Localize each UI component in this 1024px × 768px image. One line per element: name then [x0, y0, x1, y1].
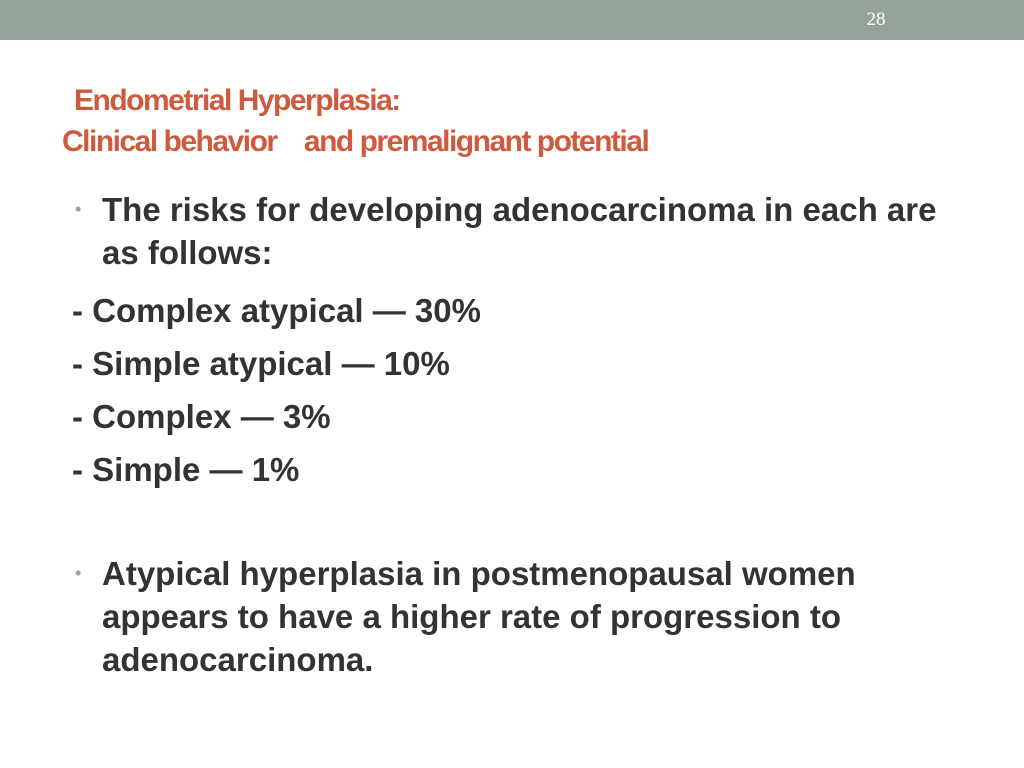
title-line-1: Endometrial Hyperplasia: — [74, 84, 400, 117]
risk-item-simple: - Simple — 1% — [72, 451, 300, 488]
risk-list — [70, 284, 970, 496]
risk-item-simple-atypical: - Simple atypical — 10% — [72, 345, 450, 382]
bullet-marker: • — [75, 199, 82, 219]
bullet-marker: • — [75, 563, 82, 583]
risk-item-complex: - Complex — 3% — [72, 398, 331, 435]
slide-number: 28 — [866, 9, 886, 30]
slide-body — [70, 188, 970, 681]
title-line-2: Clinical behavior and premalignant potential — [62, 125, 649, 158]
bullet-atypical-progression — [70, 552, 970, 681]
bullet-text: The risks for developing adenocarcinoma in each are as follows: — [102, 191, 937, 271]
slide-title — [62, 80, 962, 162]
risk-item-complex-atypical: - Complex atypical — 30% — [72, 292, 481, 329]
top-bar — [0, 0, 1024, 40]
bullet-risks-intro — [70, 188, 970, 274]
bullet-text: Atypical hyperplasia in postmenopausal women appears to have a higher rate of progression to adenocarcinoma. — [102, 555, 856, 678]
